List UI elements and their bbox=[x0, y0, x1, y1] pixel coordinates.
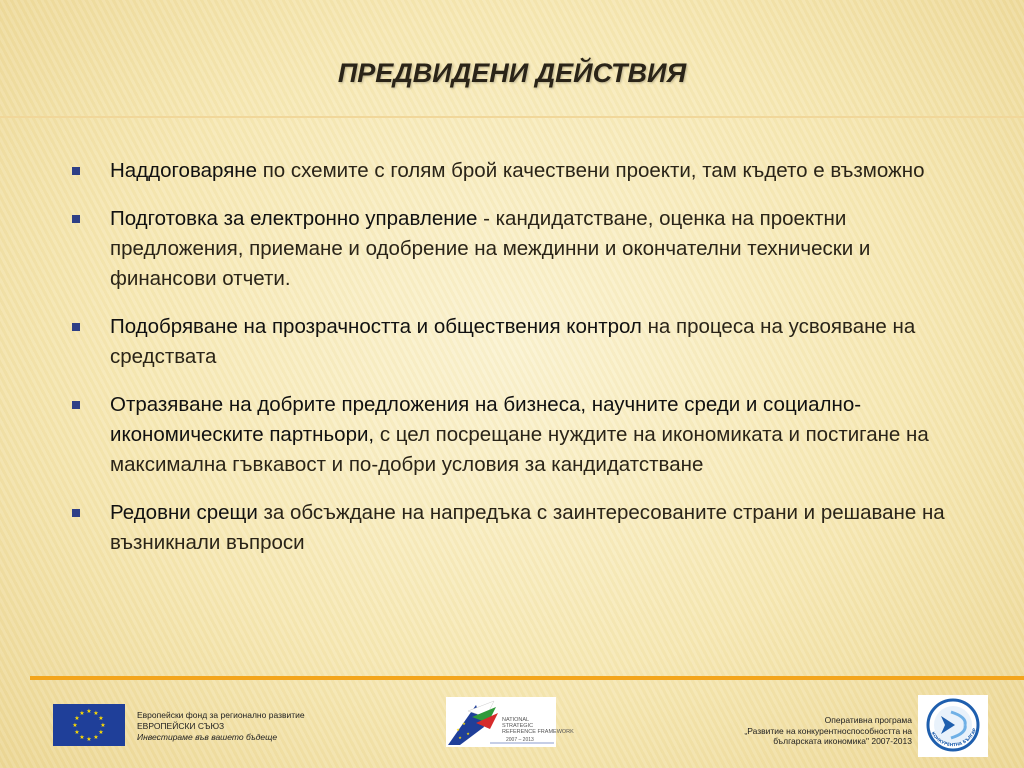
svg-text:★: ★ bbox=[98, 715, 104, 722]
nsrf-line1: NATIONAL bbox=[502, 717, 530, 723]
svg-text:★: ★ bbox=[79, 734, 85, 741]
svg-text:★: ★ bbox=[86, 708, 92, 715]
svg-text:★: ★ bbox=[456, 727, 460, 732]
item-lead: Редовни срещи bbox=[110, 501, 258, 524]
slide-title: ПРЕДВИДЕНИ ДЕЙСТВИЯ bbox=[337, 58, 687, 88]
item-lead: Наддоговаряне bbox=[110, 159, 258, 182]
bullet-square-icon bbox=[72, 167, 80, 175]
svg-text:★: ★ bbox=[458, 735, 462, 740]
bullet-square-icon bbox=[72, 323, 80, 331]
nsrf-line2: STRATEGIC bbox=[502, 723, 534, 729]
eu-flag-icon bbox=[53, 704, 125, 746]
op-line1: Оперативна програма bbox=[824, 715, 912, 725]
list-item bbox=[70, 498, 970, 558]
svg-text:★: ★ bbox=[72, 722, 78, 729]
item-text: с цел посрещане нуждите на икономиката и постигане на максимална гъвкавост и по-добри условия за кандидатстване bbox=[110, 423, 929, 476]
bullet-square-icon bbox=[72, 215, 80, 223]
svg-text:★: ★ bbox=[466, 731, 470, 736]
item-lead: Отразяване на добрите предложения на бизнеса, научните среди и социално-икономическите партньори, bbox=[110, 393, 862, 446]
footer-divider bbox=[30, 676, 1024, 680]
svg-text:★: ★ bbox=[74, 715, 80, 722]
svg-text:★: ★ bbox=[98, 729, 104, 736]
item-lead: Подобряване на прозрачността и обществения контрол bbox=[110, 315, 642, 338]
item-lead: Подготовка за електронно управление bbox=[110, 207, 478, 230]
item-text: за обсъждане на напредъка с заинтересованите страни и решаване на възникнали въпроси bbox=[110, 501, 945, 554]
svg-text:★: ★ bbox=[100, 722, 106, 729]
list-item bbox=[70, 204, 970, 294]
svg-text:★: ★ bbox=[86, 736, 92, 743]
item-text: на процеса на усвояване на средствата bbox=[110, 315, 916, 368]
eu-slogan: Инвестираме във вашето бъдеще bbox=[137, 732, 278, 742]
op-logo-text: КОНКУРЕНТНА БЪЛГАР bbox=[930, 727, 978, 748]
svg-text:★: ★ bbox=[462, 721, 466, 726]
bullet-square-icon bbox=[72, 509, 80, 517]
item-text: по схемите с голям брой качествени проекти, там където е възможно bbox=[257, 159, 925, 182]
op-line3: българската икономика" 2007-2013 bbox=[773, 736, 912, 746]
svg-text:★: ★ bbox=[74, 729, 80, 736]
nsrf-years: 2007 – 2013 bbox=[506, 737, 534, 743]
op-caption bbox=[744, 715, 912, 747]
list-item bbox=[70, 156, 970, 186]
eu-fund-name: Европейски фонд за регионално развитие bbox=[137, 710, 305, 720]
eu-union-name: ЕВРОПЕЙСКИ СЪЮЗ bbox=[137, 721, 225, 731]
svg-text:★: ★ bbox=[79, 710, 85, 717]
svg-text:★: ★ bbox=[93, 734, 99, 741]
item-text: - кандидатстване, оценка на проектни предложения, приемане и одобрение на междинни и окончателни технически и финансови отчети. bbox=[110, 207, 871, 290]
competitive-bulgaria-logo bbox=[918, 695, 988, 757]
action-list bbox=[70, 156, 970, 576]
list-item bbox=[70, 312, 970, 372]
eu-fund-caption bbox=[137, 710, 305, 743]
svg-text:★: ★ bbox=[93, 710, 99, 717]
bullet-square-icon bbox=[72, 401, 80, 409]
list-item bbox=[70, 390, 970, 480]
op-line2: „Развитие на конкурентноспособността на bbox=[744, 725, 912, 736]
nsrf-logo bbox=[446, 697, 574, 747]
nsrf-line3: REFERENCE FRAMEWORK bbox=[502, 729, 574, 735]
title-divider bbox=[0, 116, 1024, 118]
